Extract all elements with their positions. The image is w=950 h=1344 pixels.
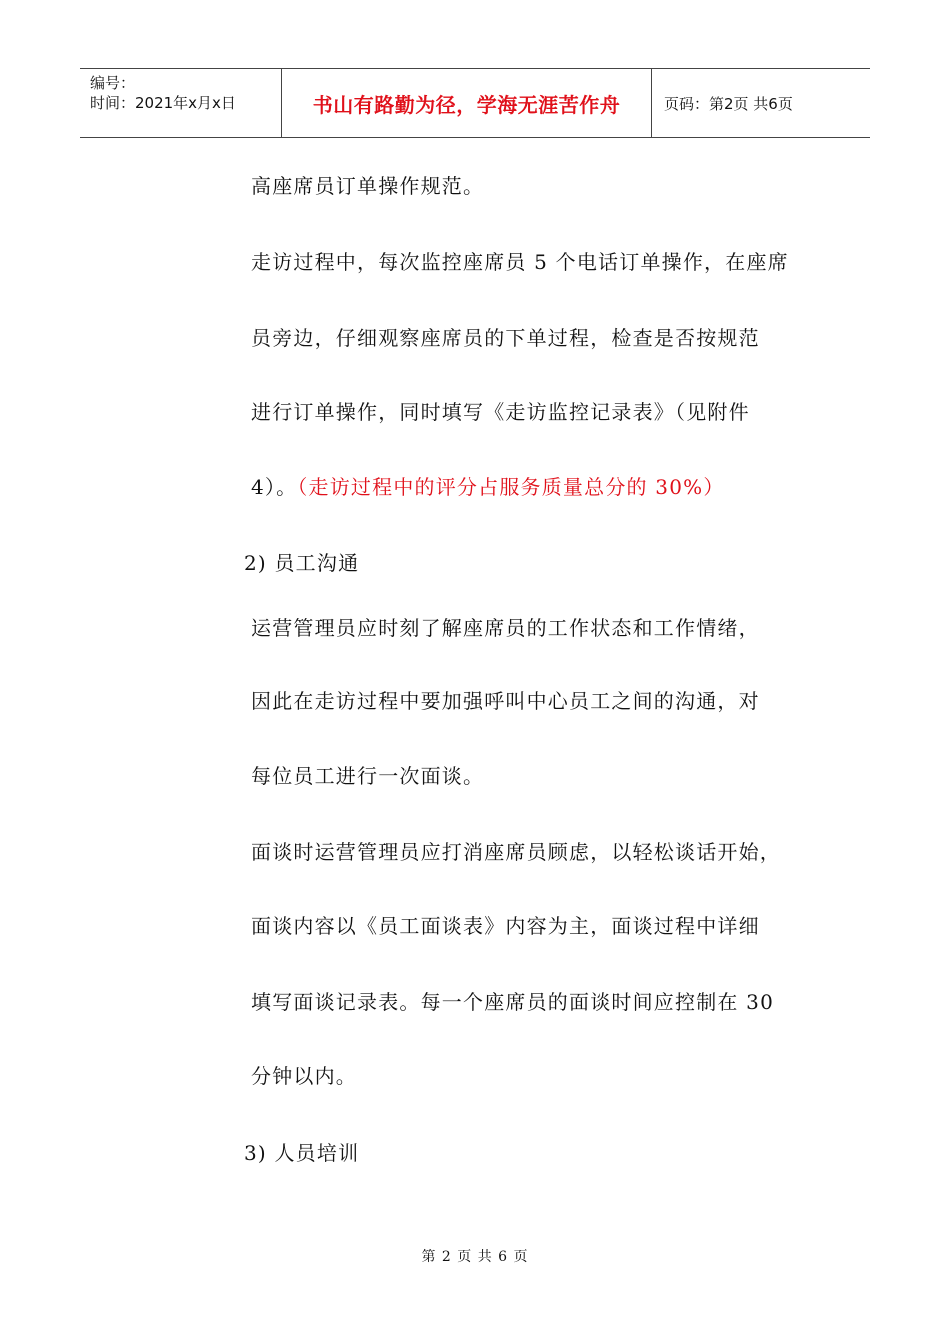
header-table [80, 68, 870, 138]
body-line: 走访过程中，每次监控座席员 5 个电话订单操作，在座席 [251, 250, 789, 274]
body-line: 每位员工进行一次面谈。 [251, 764, 485, 788]
highlighted-note: （走访过程中的评分占服务质量总分的 30%） [297, 475, 725, 499]
body-line: 面谈内容以《员工面谈表》内容为主，面谈过程中详细 [251, 914, 760, 938]
body-line [251, 471, 725, 500]
document-date-label: 时间：2021年x月x日 [90, 94, 236, 112]
body-line: 面谈时运营管理员应打消座席员顾虑，以轻松谈话开始， [251, 840, 781, 864]
body-line: 填写面谈记录表。每一个座席员的面谈时间应控制在 30 [251, 990, 775, 1014]
section-heading: 2) 员工沟通 [244, 551, 360, 575]
document-number-label: 编号： [90, 74, 136, 92]
body-text: 4）。 [251, 475, 298, 499]
body-line: 分钟以内。 [251, 1064, 357, 1088]
body-line: 运营管理员应时刻了解座席员的工作状态和工作情绪， [251, 616, 760, 640]
header-page-number: 页码：第2页 共6页 [664, 94, 793, 113]
page-footer: 第 2 页 共 6 页 [421, 1249, 529, 1265]
body-line: 员旁边，仔细观察座席员的下单过程，检查是否按规范 [251, 326, 760, 350]
body-line: 进行订单操作，同时填写《走访监控记录表》（见附件 [251, 400, 750, 424]
body-line: 因此在走访过程中要加强呼叫中心员工之间的沟通，对 [251, 689, 760, 713]
header-meta [80, 69, 282, 137]
section-heading: 3) 人员培训 [244, 1141, 360, 1165]
body-line: 高座席员订单操作规范。 [251, 174, 485, 198]
header-motto: 书山有路勤为径，学海无涯苦作舟 [282, 69, 652, 137]
